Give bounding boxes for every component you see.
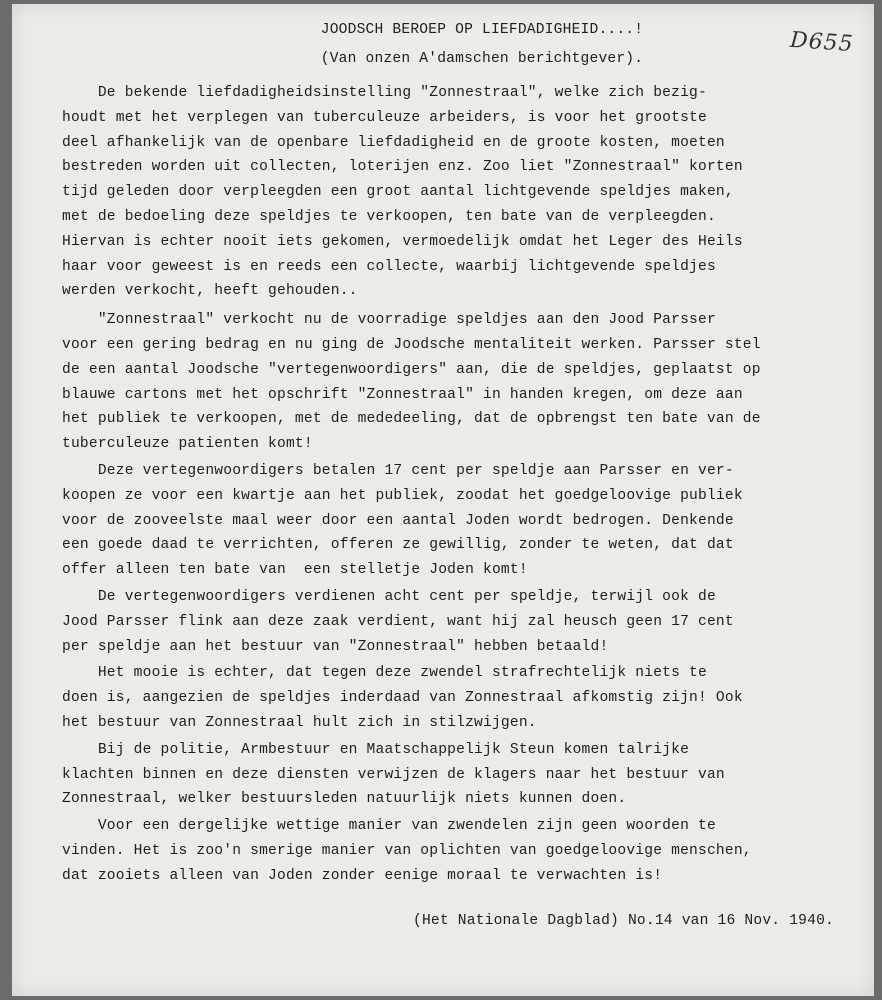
paragraph: [62, 585, 862, 659]
text-line: de een aantal Joodsche "vertegenwoordigers" aan, die de speldjes, geplaatst op: [62, 361, 761, 378]
text-line: het publiek te verkoopen, met de mededeeling, dat de opbrengst ten bate van de: [62, 411, 761, 428]
paragraph: [62, 308, 862, 457]
typed-text-body: [62, 16, 862, 934]
text-line: een goede daad te verrichten, offeren ze gewillig, zonder te weten, dat dat: [62, 537, 734, 554]
text-line: het bestuur van Zonnestraal hult zich in stilzwijgen.: [62, 714, 537, 731]
text-line: per speldje aan het bestuur van "Zonnestraal" hebben betaald!: [62, 638, 609, 655]
text-line: werden verkocht, heeft gehouden..: [62, 283, 358, 300]
heading: [62, 16, 862, 74]
text-line: met de bedoeling deze speldjes te verkoopen, ten bate van de verpleegden.: [62, 208, 716, 225]
text-line: De bekende liefdadigheidsinstelling "Zonnestraal", welke zich bezig-: [62, 85, 707, 101]
text-line: haar voor geweest is en reeds een collecte, waarbij lichtgevende speldjes: [62, 258, 716, 275]
text-line: deel afhankelijk van de openbare liefdadigheid en de groote kosten, moeten: [62, 134, 725, 151]
text-line: koopen ze voor een kwartje aan het publiek, zoodat het goedgeloovige publiek: [62, 487, 743, 504]
paragraph: [62, 81, 862, 304]
paragraph: [62, 661, 862, 735]
document-subtitle: (Van onzen A'damschen berichtgever).: [320, 51, 644, 67]
text-line: tuberculeuze patienten komt!: [62, 436, 313, 453]
text-line: doen is, aangezien de speldjes inderdaad van Zonnestraal afkomstig zijn! Ook: [62, 690, 743, 707]
paragraph: [62, 738, 862, 812]
text-line: Hiervan is echter nooit iets gekomen, vermoedelijk omdat het Leger des Heils: [62, 233, 743, 250]
text-line: "Zonnestraal" verkocht nu de voorradige speldjes aan den Jood Parsser: [62, 312, 716, 329]
archive-code-annotation: D655: [789, 27, 855, 58]
text-line: Zonnestraal, welker bestuursleden natuurlijk niets kunnen doen.: [62, 791, 627, 808]
text-line: dat zooiets alleen van Joden zonder eenige moraal te verwachten is!: [62, 867, 663, 884]
text-line: klachten binnen en deze diensten verwijzen de klagers naar het bestuur van: [62, 766, 725, 783]
document-title: JOODSCH BEROEP OP LIEFDADIGHEID....!: [320, 22, 644, 38]
text-line: vinden. Het is zoo'n smerige manier van oplichten van goedgeloovige menschen,: [62, 842, 752, 859]
paragraph: [62, 814, 862, 888]
text-line: offer alleen ten bate van een stelletje Joden komt!: [62, 562, 528, 579]
text-line: houdt met het verplegen van tuberculeuze arbeiders, is voor het grootste: [62, 109, 707, 126]
text-line: tijd geleden door verpleegden een groot aantal lichtgevende speldjes maken,: [62, 184, 734, 201]
text-line: voor een gering bedrag en nu ging de Joodsche mentaliteit werken. Parsser stel: [62, 336, 761, 353]
text-line: voor de zooveelste maal weer door een aantal Joden wordt bedrogen. Denkende: [62, 512, 734, 529]
text-line: Jood Parsser flink aan deze zaak verdient, want hij zal heusch geen 17 cent: [62, 613, 734, 630]
text-line: De vertegenwoordigers verdienen acht cent per speldje, terwijl ook de: [62, 588, 716, 605]
text-line: blauwe cartons met het opschrift "Zonnestraal" in handen kregen, om deze aan: [62, 386, 743, 403]
text-line: bestreden worden uit collecten, loterijen enz. Zoo liet "Zonnestraal" korten: [62, 159, 743, 176]
text-line: Voor een dergelijke wettige manier van zwendelen zijn geen woorden te: [62, 818, 716, 835]
text-line: Bij de politie, Armbestuur en Maatschappelijk Steun komen talrijke: [62, 741, 690, 758]
text-line: Deze vertegenwoordigers betalen 17 cent per speldje aan Parsser en ver-: [62, 462, 734, 479]
text-line: Het mooie is echter, dat tegen deze zwendel strafrechtelijk niets te: [62, 665, 707, 682]
document-page: [12, 4, 874, 996]
source-citation: (Het Nationale Dagblad) No.14 van 16 Nov. 1940.: [412, 912, 834, 929]
paragraph: [62, 459, 862, 583]
